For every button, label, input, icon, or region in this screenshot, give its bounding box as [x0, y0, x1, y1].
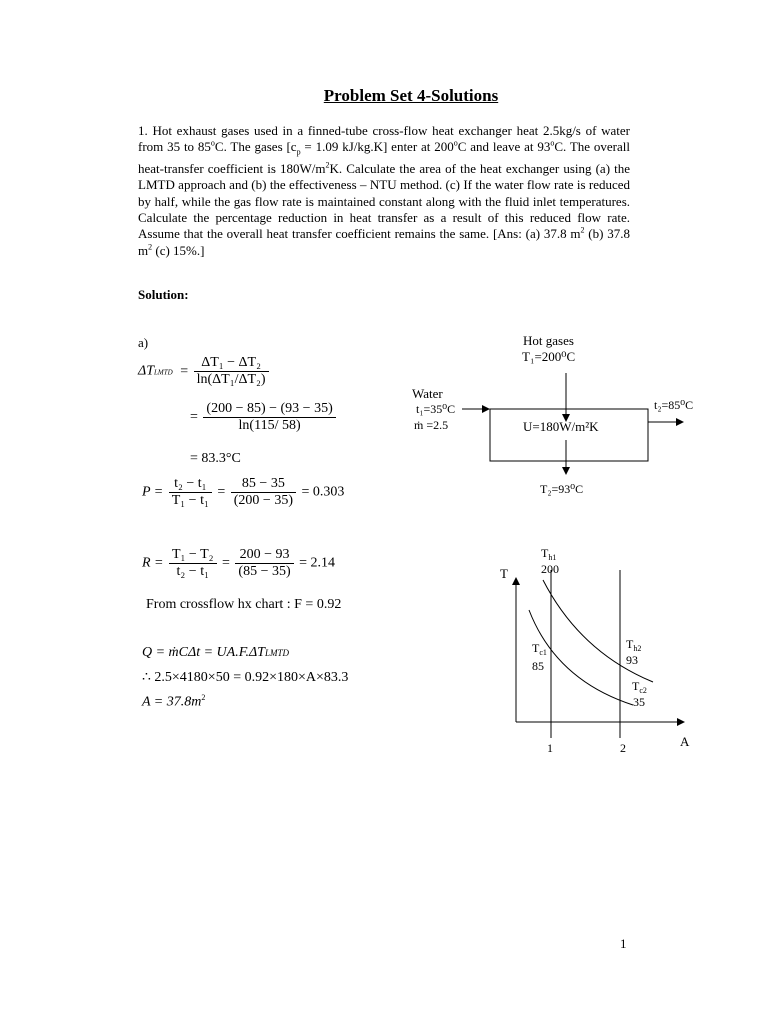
r-equation: R = $\frac{\text{T₁ − T₂}}{\text{t₂ − t₁}}$ = $\frac{200 - 93}{(85 - 35)}$ = 2.14 [142, 547, 336, 579]
exchanger-box [490, 409, 648, 461]
p-symbol: P = [142, 484, 164, 500]
r-num2: 200 − 93 [235, 547, 293, 564]
water-outlet-temp: t₂=85⁰C [654, 398, 694, 412]
tc2-label: $T_{c2}$ [632, 679, 647, 695]
tc2-value: 35 [633, 695, 645, 709]
eq1-numerator: ΔT₁ − ΔT₂ [194, 355, 269, 372]
tick-1-label: 1 [547, 741, 553, 755]
p-den1: T₁ − t₁ [171, 493, 209, 508]
r-num1: T₁ − T₂ [169, 547, 217, 564]
a-axis-label: A [680, 734, 690, 749]
lmtd-subscript: LMTD [154, 368, 173, 377]
page-number: 1 [620, 936, 627, 951]
lmtd-symbol: ΔT [138, 363, 155, 379]
th2-label: $T_{h2}$ [626, 637, 642, 653]
t-axis-label: T [500, 566, 508, 581]
r-den1: t₂ − t₁ [176, 564, 209, 579]
lmtd-result: = 83.3°C [190, 451, 241, 466]
r-result: = 2.14 [299, 555, 336, 571]
tick-2-label: 2 [620, 741, 626, 755]
water-mass-flow: ṁ =2.5 [414, 418, 449, 432]
cold-fluid-curve [529, 610, 633, 705]
hot-gases-label: Hot gases [523, 333, 574, 348]
p-num2: 85 − 35 [231, 476, 296, 493]
eq2-numerator: (200 − 85) − (93 − 35) [203, 401, 335, 418]
p-num1: t₂ − t₁ [169, 476, 212, 493]
problem-statement: 1. Hot exhaust gases used in a finned-tube cross-flow heat exchanger heat 2.5kg/s of water from 35 to 85$^o$C. The gases [$c_p = 1.09$ kJ/kg.K] enter at 200$^o$C and leave at 93$^o$C. The overall heat-transfer coefficient is $180W/m^2K$. Calculate the area of the heat exchanger using (a) the LMTD approach and (b) the effectiveness – NTU method. (c) If the water flow rate is reduced by half, while the gas flow rate is maintained constant along with the fluid inlet temperatures. Calculate the percentage reduction in heat transfer as a result of this reduced flow rate. Assume that the overall heat transfer coefficient remains the same. [Ans: (a) 37.8 $m^2$ (b) 37.8 $m^2$ (c) 15%.] [138, 123, 631, 258]
eq2-denominator: ln(115/ 58) [238, 418, 301, 433]
temperature-profile-diagram [490, 540, 710, 765]
heat-balance-line: ∴ 2.5×4180×50 = 0.92×180×A×83.3 [142, 670, 349, 685]
tc1-value: 85 [532, 659, 544, 673]
r-den2: (85 − 35) [238, 564, 291, 579]
correction-factor-line: From crossflow hx chart : F = 0.92 [146, 597, 342, 612]
th1-label: $T_{h1}$ [541, 546, 557, 562]
q-subscript: LMTD [264, 648, 289, 658]
area-text: A = 37.8m [142, 694, 202, 710]
p-den2: (200 − 35) [233, 493, 293, 508]
heat-rate-equation [142, 645, 289, 661]
page-title: Problem Set 4-Solutions [323, 86, 499, 105]
eq1-denominator: ln(ΔT₁/ΔT₂) [196, 372, 266, 387]
p-result: = 0.303 [301, 484, 345, 500]
r-symbol: R = [142, 555, 164, 571]
gas-inlet-temp: T₁=200⁰C [522, 349, 576, 364]
th2-value: 93 [626, 653, 638, 667]
heat-exchanger-diagram [400, 325, 720, 505]
th1-value: 200 [541, 562, 559, 576]
area-result [142, 693, 205, 711]
area-superscript: 2 [201, 693, 206, 702]
water-label: Water [412, 386, 443, 401]
tc1-label: $T_{c1}$ [532, 641, 547, 657]
water-inlet-temp: t₁=35⁰C [416, 402, 456, 416]
lmtd-equation: ΔTLMTD = $\frac{\text{ΔT₁ − ΔT₂}}{\text{ln(ΔT₁/ΔT₂)}}$ [138, 355, 271, 388]
p-equation: P = $\frac{\text{t₂ − t₁}}{\text{T₁ − t₁}}$ = $\frac{85 - 35}{(200 - 35)}$ = 0.303 [142, 476, 345, 508]
u-value-label: U=180W/m²K [523, 419, 599, 434]
q-equation-text: Q = ṁCΔt = UA.F.ΔT [142, 645, 265, 660]
gas-outlet-temp: T₂=93⁰C [540, 482, 584, 496]
solution-heading: Solution: [138, 287, 189, 302]
lmtd-substitution: = $\frac{(200 - 85) - (93 - 35)}{\ln(115/ 58)}$ [190, 401, 338, 434]
part-a-label: a) [138, 335, 149, 350]
